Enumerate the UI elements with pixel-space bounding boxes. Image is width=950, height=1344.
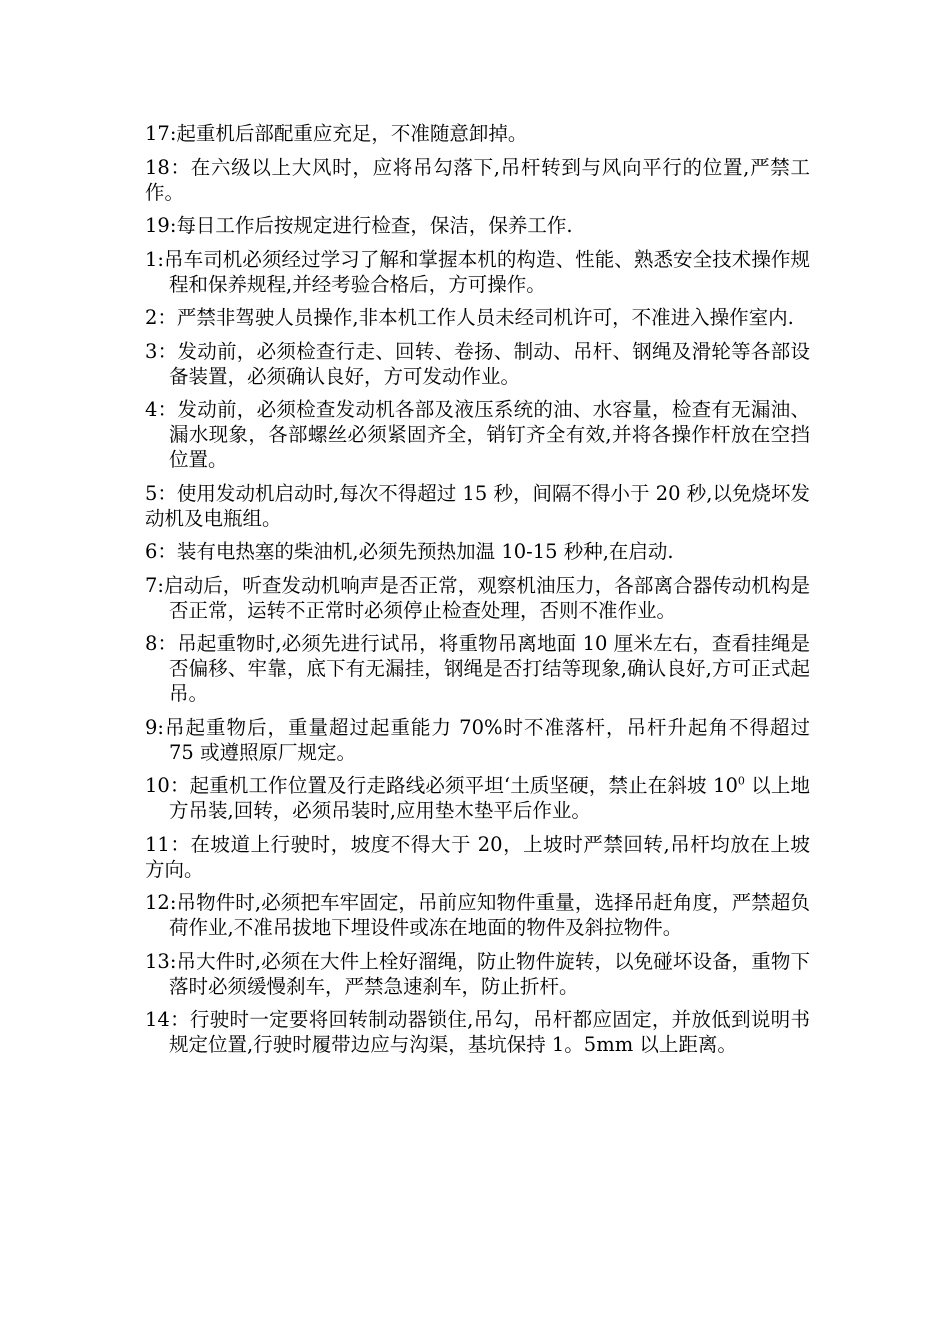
list-item bbox=[145, 773, 810, 823]
item-number: 6： bbox=[145, 540, 177, 563]
item-number: 19: bbox=[145, 214, 177, 237]
list-item bbox=[145, 539, 810, 564]
list-item bbox=[145, 890, 810, 940]
item-number: 8： bbox=[145, 632, 178, 655]
item-number: 12: bbox=[145, 891, 177, 914]
list-item bbox=[145, 213, 810, 238]
item-number: 7: bbox=[145, 573, 164, 597]
item-number: 5： bbox=[145, 481, 177, 505]
item-number: 2： bbox=[145, 306, 177, 329]
item-text: 起重机工作位置及行走路线必须平坦‘土质坚硬，禁止在斜坡 10 bbox=[189, 774, 738, 797]
list-item bbox=[145, 949, 810, 999]
item-number: 4： bbox=[145, 398, 178, 421]
item-text: 吊起重物后，重量超过起重能力 70%时不准落杆，吊杆升起角不得超过 75 或遵照原厂规定。 bbox=[163, 715, 810, 764]
item-text: 行驶时一定要将回转制动器锁住,吊勾，吊杆都应固定，并放低到说明书规定位置,行驶时履带边应与沟渠，基坑保持 1。5mm 以上距离。 bbox=[169, 1008, 810, 1056]
list-item bbox=[145, 481, 810, 531]
item-text-continued: 以上地方吊装,回转，必须吊装时,应用垫木垫平后作业。 bbox=[169, 774, 810, 822]
list-item bbox=[145, 339, 810, 389]
list-item bbox=[145, 715, 810, 765]
item-text: 起重机后部配重应充足，不准随意卸掉。 bbox=[176, 122, 528, 145]
list-item bbox=[145, 121, 810, 146]
item-text: 吊大件时,必须在大件上栓好溜绳，防止物件旋转，以免碰坏设备，重物下落时必须缓慢刹车，严禁急速刹车，防止折杆。 bbox=[169, 949, 810, 998]
list-item bbox=[145, 305, 810, 330]
degree-superscript: 0 bbox=[737, 774, 745, 788]
list-item bbox=[145, 247, 810, 297]
item-text: 在六级以上大风时，应将吊勾落下,吊杆转到与风向平行的位置,严禁工作。 bbox=[145, 155, 810, 204]
list-item bbox=[145, 397, 810, 472]
item-number: 10： bbox=[145, 774, 190, 797]
item-text: 装有电热塞的柴油机,必须先预热加温 10-15 秒种,在启动. bbox=[176, 540, 674, 563]
item-number: 9: bbox=[145, 715, 164, 739]
item-number: 18： bbox=[145, 155, 191, 179]
item-text: 吊物件时,必须把车牢固定，吊前应知物件重量，选择吊赶角度，严禁超负荷作业,不准吊拔地下埋设件或冻在地面的物件及斜拉物件。 bbox=[169, 891, 810, 939]
item-text: 启动后，听查发动机响声是否正常，观察机油压力，各部离合器传动机构是否正常，运转不正常时必须停止检查处理，否则不准作业。 bbox=[163, 573, 810, 622]
item-text: 吊车司机必须经过学习了解和掌握本机的构造、性能、熟悉安全技术操作规程和保养规程,并经考验合格后，方可操作。 bbox=[163, 247, 810, 296]
item-text: 吊起重物时,必须先进行试吊，将重物吊离地面 10 厘米左右，查看挂绳是否偏移、牢靠，底下有无漏挂，钢绳是否打结等现象,确认良好,方可正式起吊。 bbox=[169, 632, 810, 705]
list-item bbox=[145, 631, 810, 706]
list-item bbox=[145, 573, 810, 623]
document-body bbox=[145, 121, 810, 1066]
item-number: 11： bbox=[145, 832, 191, 856]
list-item bbox=[145, 1007, 810, 1057]
item-text: 发动前，必须检查发动机各部及液压系统的油、水容量，检查有无漏油、漏水现象，各部螺丝必须紧固齐全，销钉齐全有效,并将各操作杆放在空挡位置。 bbox=[169, 398, 810, 471]
list-item bbox=[145, 155, 810, 205]
item-text: 发动前，必须检查行走、回转、卷扬、制动、吊杆、钢绳及滑轮等各部设备装置，必须确认良好，方可发动作业。 bbox=[169, 339, 810, 388]
item-text: 严禁非驾驶人员操作,非本机工作人员未经司机许可，不准进入操作室内. bbox=[176, 306, 794, 329]
item-text: 在坡道上行驶时，坡度不得大于 20，上坡时严禁回转,吊杆均放在上坡方向。 bbox=[145, 832, 810, 881]
item-number: 3： bbox=[145, 339, 178, 363]
item-number: 17: bbox=[145, 122, 177, 145]
item-number: 14： bbox=[145, 1008, 190, 1031]
item-number: 13: bbox=[145, 949, 177, 973]
list-item bbox=[145, 832, 810, 882]
item-number: 1: bbox=[145, 247, 164, 271]
item-text: 使用发动机启动时,每次不得超过 15 秒，间隔不得小于 20 秒,以免烧坏发动机及电瓶组。 bbox=[145, 481, 810, 530]
item-text: 每日工作后按规定进行检查，保洁，保养工作. bbox=[176, 214, 573, 237]
